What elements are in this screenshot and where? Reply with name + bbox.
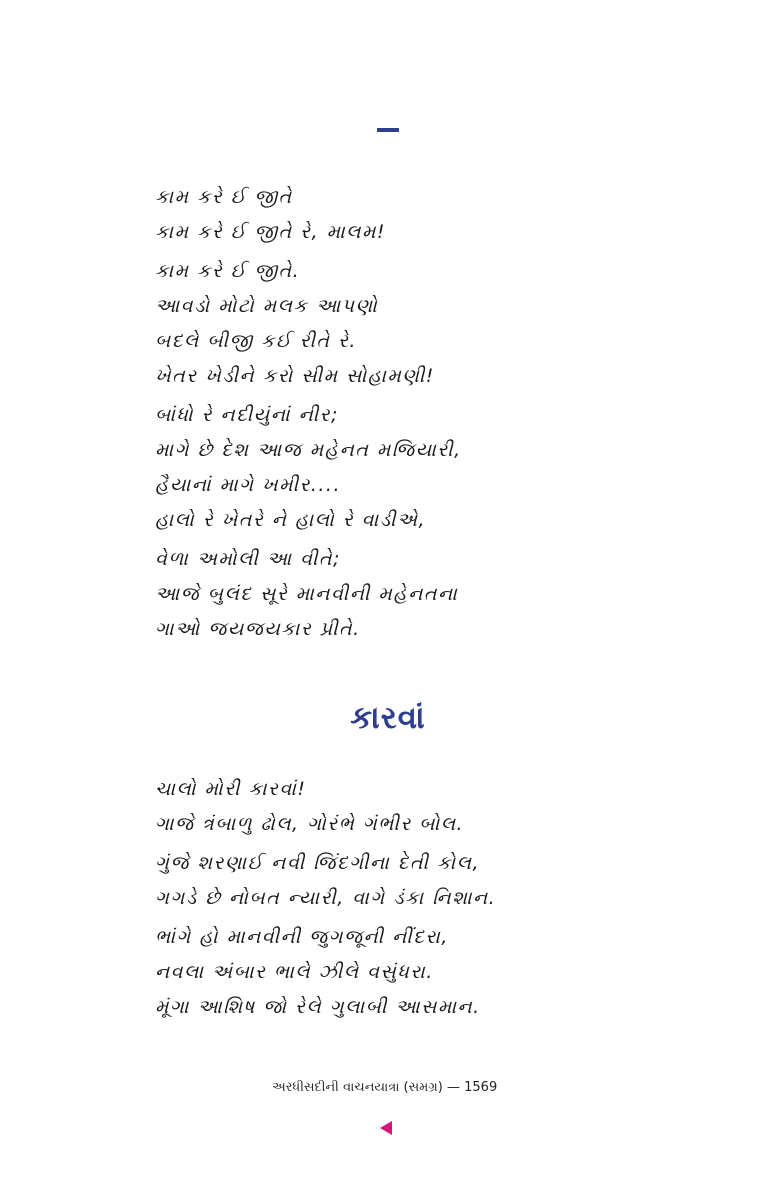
- poem-line: હાલો રે ખેતરે ને હાલો રે વાડીએ,: [155, 509, 427, 531]
- poem-line: નવલા અંબાર ભાલે ઝીલે વસુંધરા.: [155, 961, 434, 983]
- stanza: [155, 398, 715, 538]
- poem-line: ગુંજે શરણાઈ નવી જિંદગીના દેતી કોલ,: [155, 852, 481, 874]
- book-title: અરધીસદીની વાચનયાત્રા (સમગ્ર): [272, 1080, 443, 1095]
- page-footer: [272, 1080, 497, 1095]
- poem-line: ચાલો મોરી કારવાં!: [155, 778, 307, 800]
- poem-line: ગાજે ત્રંબાળુ ઢોલ, ગોરંભે ગંભીર બોલ.: [155, 813, 465, 835]
- poem-line: બાંધો રે નદીયુંનાં નીર;: [155, 404, 339, 426]
- stanza: [155, 180, 715, 250]
- poem-line: કામ કરે ઈ જીતે: [155, 186, 293, 208]
- poem-line: આવડો મોટો મલક આપણો: [155, 295, 379, 317]
- page-marker-arrow-icon: [380, 1121, 392, 1135]
- page-number: 1569: [464, 1080, 498, 1095]
- poem-line: હૈયાનાં માગે ખમીર....: [155, 474, 342, 496]
- footer-separator: —: [447, 1080, 460, 1095]
- poem-line: ભાંગે હો માનવીની જુગજૂની નીંદરા,: [155, 926, 449, 948]
- poem-title: કારવાં: [350, 700, 426, 736]
- stanza: [155, 542, 715, 647]
- poem-line: માગે છે દેશ આજ મહેનત મજિયારી,: [155, 439, 462, 461]
- stanza: [155, 254, 715, 394]
- poem-line: આજે બુલંદ સૂરે માનવીની મહેનતના: [155, 583, 459, 605]
- poem-line: કામ કરે ઈ જીતે.: [155, 260, 301, 282]
- stanza: [155, 846, 715, 916]
- stanza: [155, 772, 715, 842]
- poem-line: ગગડે છે નોબત ન્યારી, વાગે ડંકા નિશાન.: [155, 887, 497, 909]
- poem-line: ખેતર ખેડીને કરો સીમ સોહામણી!: [155, 365, 435, 387]
- poem-line: ગાઓ જયજયકાર પ્રીતે.: [155, 618, 361, 640]
- poem-line: કામ કરે ઈ જીતે રે, માલમ!: [155, 221, 387, 243]
- poem-line: મૂંગા આશિષ જો રેલે ગુલાબી આસમાન.: [155, 996, 481, 1018]
- stanza: [155, 920, 715, 1025]
- poem-first: [155, 180, 715, 651]
- poem-second: [155, 772, 715, 1029]
- poem-line: વેળા અમોલી આ વીતે;: [155, 548, 341, 570]
- top-rule: [377, 128, 399, 132]
- poem-line: બદલે બીજી કઈ રીતે રે.: [155, 330, 357, 352]
